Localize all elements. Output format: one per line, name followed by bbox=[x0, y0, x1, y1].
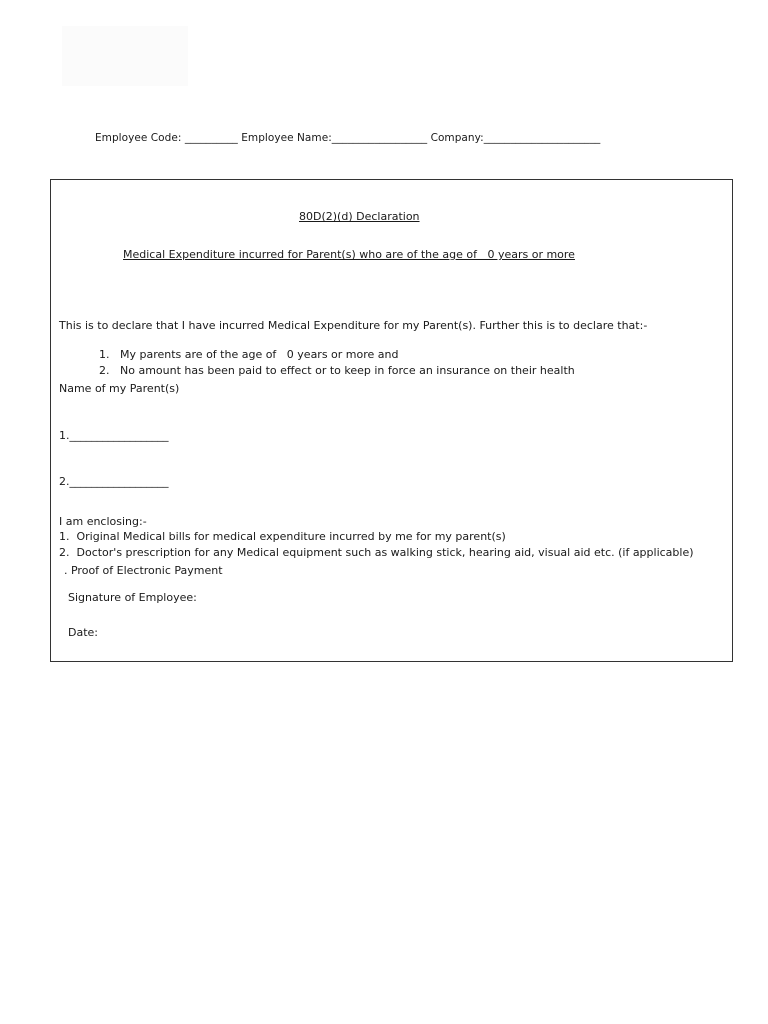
employee-info-line: Employee Code: __________ Employee Name:__________________ Company:______________________ bbox=[95, 132, 601, 144]
date-label: Date: bbox=[68, 626, 98, 639]
enclosure-item-3: . Proof of Electronic Payment bbox=[64, 564, 223, 577]
enclosure-item-1: 1. Original Medical bills for medical expenditure incurred by me for my parent(s) bbox=[59, 530, 506, 543]
form-title: 80D(2)(d) Declaration bbox=[299, 210, 420, 223]
condition-number: 1. bbox=[99, 348, 110, 361]
parent-name-field-2[interactable]: 2.__________________ bbox=[59, 475, 169, 488]
declaration-form bbox=[50, 179, 733, 662]
enclosure-item-2: 2. Doctor's prescription for any Medical equipment such as walking stick, hearing aid, visual aid etc. (if applicable) bbox=[59, 546, 694, 559]
declaration-intro: This is to declare that I have incurred Medical Expenditure for my Parent(s). Further this is to declare that:- bbox=[59, 319, 648, 332]
condition-text: My parents are of the age of 0 years or more and bbox=[120, 348, 399, 361]
condition-number: 2. bbox=[99, 364, 110, 377]
signature-label: Signature of Employee: bbox=[68, 591, 197, 604]
enclosing-heading: I am enclosing:- bbox=[59, 515, 147, 528]
form-subtitle: Medical Expenditure incurred for Parent(s) who are of the age of 0 years or more bbox=[123, 248, 575, 261]
logo-placeholder bbox=[62, 26, 188, 86]
parents-heading: Name of my Parent(s) bbox=[59, 382, 180, 395]
parent-name-field-1[interactable]: 1.__________________ bbox=[59, 429, 169, 442]
condition-text: No amount has been paid to effect or to keep in force an insurance on their health bbox=[120, 364, 575, 377]
